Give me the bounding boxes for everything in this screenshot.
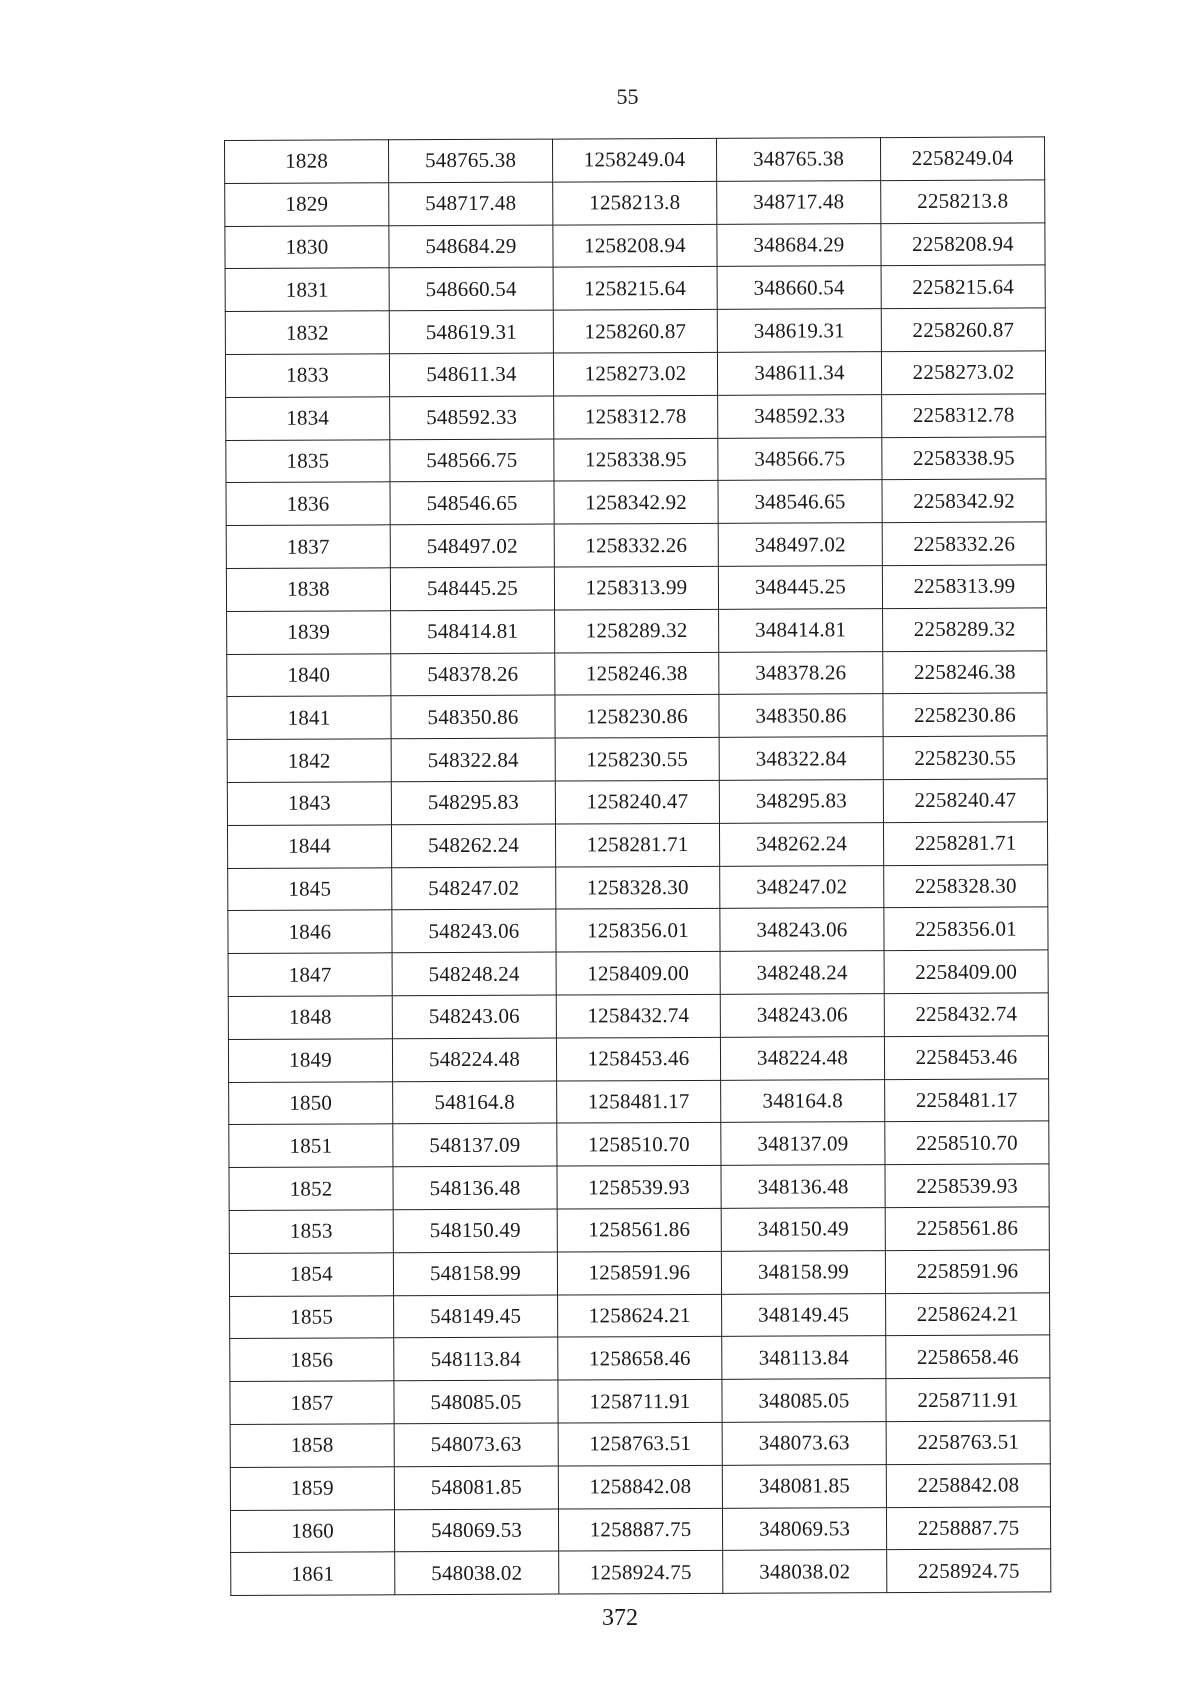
table-row <box>228 993 1048 1039</box>
table-row <box>225 137 1045 183</box>
table-cell: 348150.49 <box>721 1208 885 1252</box>
table-cell: 348322.84 <box>719 737 883 781</box>
table-row <box>229 1078 1049 1124</box>
table-cell: 1847 <box>228 953 392 997</box>
table-cell: 2258342.92 <box>882 479 1046 523</box>
table-cell: 1860 <box>230 1509 394 1553</box>
table-cell: 2258230.55 <box>883 736 1047 780</box>
table-cell: 2258313.99 <box>882 565 1046 609</box>
table-cell: 348660.54 <box>717 266 881 310</box>
table-row <box>227 736 1047 782</box>
table-cell: 348243.06 <box>720 908 884 952</box>
table-cell: 1258453.46 <box>556 1037 720 1081</box>
table-cell: 348136.48 <box>721 1165 885 1209</box>
table-cell: 1839 <box>227 611 391 655</box>
table-cell: 2258328.30 <box>884 864 1048 908</box>
table-cell: 2258246.38 <box>883 650 1047 694</box>
table-cell: 548765.38 <box>389 139 553 183</box>
table-cell: 2258260.87 <box>881 308 1045 352</box>
table-row <box>227 779 1047 825</box>
table-cell: 1258249.04 <box>552 138 716 182</box>
table-cell: 2258924.75 <box>887 1549 1051 1593</box>
table-cell: 2258208.94 <box>881 223 1045 267</box>
table-cell: 1258312.78 <box>554 395 718 439</box>
table-row <box>229 1207 1049 1253</box>
table-row <box>225 351 1045 397</box>
table-cell: 348137.09 <box>721 1122 885 1166</box>
table-cell: 548247.02 <box>392 867 556 911</box>
table-cell: 2258453.46 <box>884 1036 1048 1080</box>
table-cell: 1258539.93 <box>557 1165 721 1209</box>
coordinate-table-container <box>224 136 1050 1596</box>
table-cell: 1843 <box>227 782 391 826</box>
table-cell: 1258273.02 <box>553 352 717 396</box>
table-cell: 1258624.21 <box>558 1294 722 1338</box>
table-cell: 1258842.08 <box>558 1465 722 1509</box>
table-row <box>225 180 1045 226</box>
table-cell: 1258281.71 <box>555 823 719 867</box>
table-cell: 348295.83 <box>719 780 883 824</box>
table-row <box>226 522 1046 568</box>
table-cell: 548322.84 <box>391 738 555 782</box>
table-cell: 2258273.02 <box>881 351 1045 395</box>
table-row <box>225 223 1045 269</box>
table-cell: 348113.84 <box>722 1336 886 1380</box>
table-cell: 548136.48 <box>393 1166 557 1210</box>
table-cell: 2258432.74 <box>884 993 1048 1037</box>
table-cell: 1258591.96 <box>557 1251 721 1295</box>
table-cell: 1846 <box>228 910 392 954</box>
table-cell: 2258312.78 <box>882 394 1046 438</box>
table-cell: 348684.29 <box>717 223 881 267</box>
table-cell: 1829 <box>225 183 389 227</box>
table-row <box>230 1464 1050 1510</box>
table-cell: 1258342.92 <box>554 481 718 525</box>
table-cell: 548497.02 <box>390 524 554 568</box>
table-cell: 548414.81 <box>391 610 555 654</box>
table-cell: 1856 <box>230 1338 394 1382</box>
table-cell: 348069.53 <box>722 1507 886 1551</box>
table-cell: 1842 <box>227 739 391 783</box>
table-cell: 348262.24 <box>719 822 883 866</box>
table-cell: 348164.8 <box>721 1079 885 1123</box>
table-cell: 348243.06 <box>720 994 884 1038</box>
table-cell: 1834 <box>226 397 390 441</box>
table-cell: 348224.48 <box>720 1036 884 1080</box>
table-cell: 1836 <box>226 482 390 526</box>
table-cell: 348611.34 <box>717 352 881 396</box>
table-cell: 548378.26 <box>391 653 555 697</box>
table-cell: 1840 <box>227 653 391 697</box>
table-cell: 548262.24 <box>391 824 555 868</box>
table-cell: 348414.81 <box>719 608 883 652</box>
table-cell: 2258409.00 <box>884 950 1048 994</box>
table-cell: 1258561.86 <box>557 1208 721 1252</box>
table-cell: 1258432.74 <box>556 994 720 1038</box>
table-cell: 2258842.08 <box>886 1464 1050 1508</box>
table-row <box>229 1164 1049 1210</box>
table-cell: 548717.48 <box>389 182 553 226</box>
table-row <box>225 265 1045 311</box>
table-cell: 1845 <box>228 867 392 911</box>
table-cell: 548069.53 <box>394 1509 558 1553</box>
table-cell: 1828 <box>225 140 389 184</box>
table-cell: 548073.63 <box>394 1423 558 1467</box>
table-row <box>226 565 1046 611</box>
table-cell: 348038.02 <box>723 1550 887 1594</box>
table-cell: 1258208.94 <box>553 224 717 268</box>
table-cell: 2258658.46 <box>886 1335 1050 1379</box>
table-cell: 1844 <box>227 825 391 869</box>
table-cell: 1857 <box>230 1381 394 1425</box>
coordinate-table-body <box>225 137 1051 1596</box>
table-cell: 2258561.86 <box>885 1207 1049 1251</box>
table-row <box>225 308 1045 354</box>
table-row <box>227 822 1047 868</box>
table-row <box>231 1549 1051 1595</box>
table-row <box>229 1121 1049 1167</box>
table-cell: 2258249.04 <box>880 137 1044 181</box>
table-cell: 348350.86 <box>719 694 883 738</box>
table-cell: 1258260.87 <box>553 310 717 354</box>
table-cell: 548081.85 <box>394 1466 558 1510</box>
table-cell: 1258230.86 <box>555 695 719 739</box>
table-row <box>229 1250 1049 1296</box>
table-row <box>227 608 1047 654</box>
table-cell: 1855 <box>230 1295 394 1339</box>
table-cell: 1831 <box>225 268 389 312</box>
table-cell: 2258240.47 <box>883 779 1047 823</box>
table-cell: 548149.45 <box>394 1295 558 1339</box>
table-cell: 548085.05 <box>394 1380 558 1424</box>
table-cell: 348378.26 <box>719 651 883 695</box>
table-cell: 1258510.70 <box>557 1123 721 1167</box>
table-cell: 1258763.51 <box>558 1422 722 1466</box>
table-cell: 1258924.75 <box>559 1551 723 1595</box>
table-row <box>226 394 1046 440</box>
table-cell: 2258338.95 <box>882 436 1046 480</box>
table-cell: 1258313.99 <box>554 566 718 610</box>
table-cell: 548611.34 <box>389 353 553 397</box>
page-number-bottom: 372 <box>602 1605 638 1631</box>
table-cell: 1832 <box>225 311 389 355</box>
table-row <box>230 1421 1050 1467</box>
table-cell: 348149.45 <box>722 1293 886 1337</box>
table-cell: 548243.06 <box>392 909 556 953</box>
table-cell: 1258409.00 <box>556 951 720 995</box>
table-cell: 2258332.26 <box>882 522 1046 566</box>
table-cell: 348497.02 <box>718 523 882 567</box>
table-cell: 348592.33 <box>718 394 882 438</box>
table-row <box>226 479 1046 525</box>
table-row <box>226 436 1046 482</box>
table-cell: 548137.09 <box>393 1123 557 1167</box>
table-cell: 1848 <box>228 996 392 1040</box>
table-cell: 2258213.8 <box>881 180 1045 224</box>
table-cell: 2258763.51 <box>886 1421 1050 1465</box>
table-cell: 548150.49 <box>393 1209 557 1253</box>
table-cell: 2258230.86 <box>883 693 1047 737</box>
table-row <box>227 693 1047 739</box>
table-cell: 1853 <box>229 1210 393 1254</box>
table-cell: 548113.84 <box>394 1337 558 1381</box>
table-row <box>228 864 1048 910</box>
table-row <box>228 1036 1048 1082</box>
table-cell: 348566.75 <box>718 437 882 481</box>
table-cell: 348619.31 <box>717 309 881 353</box>
table-row <box>227 650 1047 696</box>
table-cell: 2258887.75 <box>886 1506 1050 1550</box>
table-cell: 1841 <box>227 696 391 740</box>
table-cell: 1258230.55 <box>555 738 719 782</box>
table-cell: 1258338.95 <box>554 438 718 482</box>
table-cell: 1258213.8 <box>553 181 717 225</box>
table-cell: 348445.25 <box>718 566 882 610</box>
table-cell: 548224.48 <box>392 1038 556 1082</box>
table-cell: 548164.8 <box>393 1081 557 1125</box>
table-cell: 2258481.17 <box>885 1078 1049 1122</box>
table-cell: 548619.31 <box>389 310 553 354</box>
table-cell: 348546.65 <box>718 480 882 524</box>
table-row <box>228 950 1048 996</box>
table-cell: 1858 <box>230 1424 394 1468</box>
table-cell: 2258624.21 <box>886 1292 1050 1336</box>
table-row <box>230 1292 1050 1338</box>
table-cell: 1258289.32 <box>555 609 719 653</box>
table-cell: 1835 <box>226 439 390 483</box>
table-cell: 1852 <box>229 1167 393 1211</box>
table-cell: 1258240.47 <box>555 780 719 824</box>
table-cell: 2258539.93 <box>885 1164 1049 1208</box>
table-row <box>230 1506 1050 1552</box>
table-cell: 348765.38 <box>716 138 880 182</box>
table-row <box>230 1335 1050 1381</box>
table-cell: 548684.29 <box>389 225 553 269</box>
table-cell: 548350.86 <box>391 695 555 739</box>
table-cell: 1258887.75 <box>558 1508 722 1552</box>
table-cell: 2258281.71 <box>883 822 1047 866</box>
table-cell: 1258328.30 <box>556 866 720 910</box>
table-cell: 1258246.38 <box>555 652 719 696</box>
table-cell: 1258711.91 <box>558 1379 722 1423</box>
table-cell: 1258215.64 <box>553 267 717 311</box>
coordinate-table <box>224 136 1051 1596</box>
table-cell: 548445.25 <box>390 567 554 611</box>
table-cell: 548566.75 <box>390 439 554 483</box>
table-cell: 2258215.64 <box>881 265 1045 309</box>
table-cell: 348248.24 <box>720 951 884 995</box>
table-cell: 1850 <box>229 1081 393 1125</box>
table-cell: 1854 <box>229 1252 393 1296</box>
table-cell: 548243.06 <box>392 995 556 1039</box>
table-cell: 1861 <box>231 1552 395 1596</box>
table-cell: 1258356.01 <box>556 909 720 953</box>
table-cell: 1833 <box>225 354 389 398</box>
table-cell: 548592.33 <box>390 396 554 440</box>
table-cell: 2258510.70 <box>885 1121 1049 1165</box>
table-cell: 348081.85 <box>722 1464 886 1508</box>
table-cell: 1859 <box>230 1466 394 1510</box>
table-cell: 1851 <box>229 1124 393 1168</box>
table-cell: 548038.02 <box>395 1551 559 1595</box>
table-cell: 1830 <box>225 225 389 269</box>
table-cell: 1849 <box>228 1039 392 1083</box>
table-cell: 548546.65 <box>390 481 554 525</box>
table-cell: 548660.54 <box>389 267 553 311</box>
table-cell: 1258332.26 <box>554 524 718 568</box>
table-cell: 348717.48 <box>717 180 881 224</box>
table-cell: 348247.02 <box>720 865 884 909</box>
table-cell: 2258591.96 <box>885 1250 1049 1294</box>
table-cell: 1258658.46 <box>558 1337 722 1381</box>
table-cell: 348158.99 <box>721 1250 885 1294</box>
table-cell: 548295.83 <box>391 781 555 825</box>
table-row <box>230 1378 1050 1424</box>
table-cell: 2258711.91 <box>886 1378 1050 1422</box>
table-row <box>228 907 1048 953</box>
table-cell: 1837 <box>226 525 390 569</box>
table-cell: 2258356.01 <box>884 907 1048 951</box>
table-cell: 2258289.32 <box>883 608 1047 652</box>
table-cell: 348073.63 <box>722 1422 886 1466</box>
table-cell: 1838 <box>226 568 390 612</box>
table-cell: 548248.24 <box>392 952 556 996</box>
page-number-top: 55 <box>616 84 639 109</box>
table-cell: 548158.99 <box>393 1252 557 1296</box>
table-cell: 1258481.17 <box>557 1080 721 1124</box>
table-cell: 348085.05 <box>722 1379 886 1423</box>
